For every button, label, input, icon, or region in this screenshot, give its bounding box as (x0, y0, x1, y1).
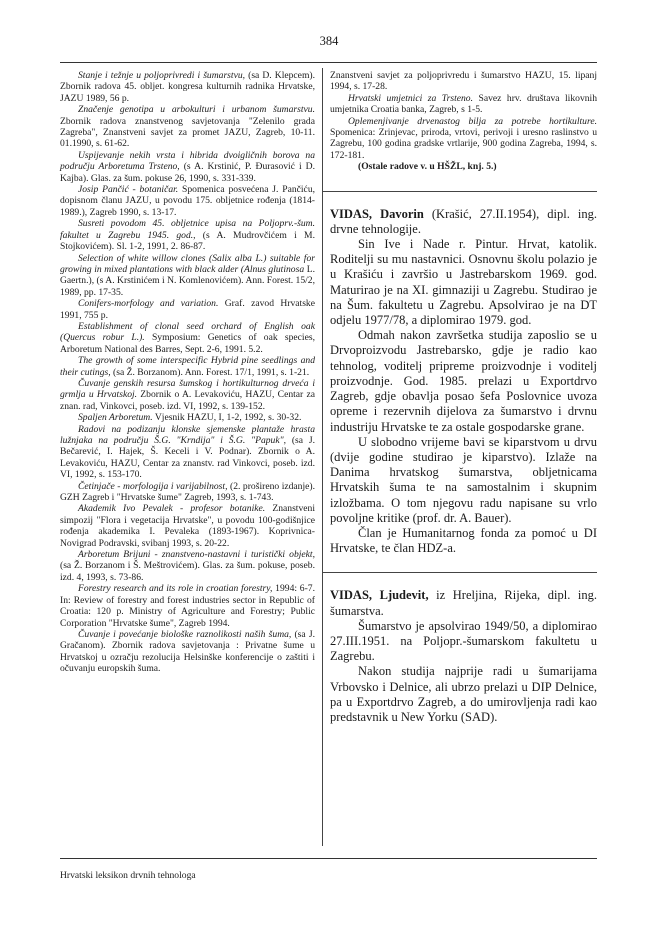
bibliography-entry (60, 549, 315, 583)
biography-paragraph: U slobodno vrijeme bavi se kiparstvom u drvu (dvije godine studirao je kiparstvo). Izlaže na Danima hrvatskog šumarstva, obljetnicama Hrvatskih šuma te na samostalnim i skupnim izložbama. O tom njegovu radu napisane su vrlo povoljne kritike (prof. dr. A. Bauer). (330, 434, 597, 525)
biography-paragraph: Nakon studija najprije radi u šumarijama Vrbovsko i Delnice, ali ubrzo prelazi u DIP Delnice, pa u Exportdrvo Zagreb, a do umirovljenja radi kao predstavnik u New Yorku (SAD). (330, 664, 597, 724)
entry-title: Oplemenjivanje drvenastog bilja za potrebe hortikulture. (348, 115, 597, 127)
entry-title: The growth of some interspecific Hybrid pine seedlings and their cutings, (60, 355, 315, 378)
bibliography-entry (60, 253, 315, 299)
bibliography-entry (60, 503, 315, 549)
entry-title: Establishment of clonal seed orchard of English oak (Quercus robur L.). (60, 320, 315, 344)
entry-title: Susreti povodom 45. obljetnice upisa na Poljoprv.-šum. fakultet u Zagrebu 1945. god., (60, 218, 315, 241)
entry-title: Arboretum Brijuni - znanstveno-nastavni i turistički objekt, (78, 549, 315, 561)
entry-details: (s A. Mudrovčićem i M. Stojkovićem). Sl. 1-2, 1991, 2. 86-87. (60, 229, 315, 253)
entry-title: Radovi na podizanju klonske sjemenske plantaže hrasta lužnjaka na području Š.G. "Krndija" i Š.G. "Papuk", (60, 423, 315, 446)
entry-title: Četinjače - morfologija i varijabilnost, (78, 480, 228, 492)
entry-details: Znanstveni simpozij "Flora i vegetacija Hrvatske", u povodu 100-godišnjice rođenja akademika I. Pevaleka (1893-1967). Koprivnica-Novigrad Podravski, svibanj 1993, s. 20-22. (60, 503, 315, 549)
bibliography-entry (60, 424, 315, 481)
entry-title: Značenje genotipa u arbokulturi i urbanom šumarstvu. (78, 104, 315, 116)
biography-paragraph: Sin Ive i Nade r. Pintur. Hrvat, katolik. Roditelji su mu nastavnici. Osnovnu školu polazio je u Krašiću i završio u Jastrebarskom 1969. god. Maturirao je na XI. gimnaziji u Zagrebu. Studirao je na Šum. fakultetu u Zagrebu. Apsolvirao je na DT odjelu 1977/78, a diplomirao 1979. god. (330, 237, 597, 328)
entry-details: 1994: 6-7. In: Review of forestry and forest industries sector in Republic of Croatia: 120 p. Ministry of Agriculture and Forestry; Public Corporation "Hrvatske šume", Zagreb 1994. (60, 583, 315, 629)
biography-vidas-davorin (330, 207, 597, 557)
column-divider (322, 68, 323, 846)
biography-summary: iz Hreljina, Rijeka, dipl. ing. šumarstva. (330, 588, 597, 618)
bibliography-entry (60, 481, 315, 504)
entry-details: L. Gaertn.), (s A. Krstinićem i N. Komlenovićem). Ann. Forest. 15/2, 1989, pp. 17-35. (60, 263, 315, 298)
entry-title: Josip Pančić - botaničar. (78, 184, 179, 196)
top-rule (60, 62, 597, 63)
footer: Hrvatski leksikon drvnih tehnologa (60, 870, 196, 881)
biography-paragraph: Odmah nakon završetka studija zaposlio se u Drvoproizvodu Jastrebarsko, gdje je radio kao tehnolog, voditelj pripreme proizvodnje i voditelj proizvodnje. God. 1985. prelazi u Exportdrvo Zagreb, gdje obavlja posao šefa Poslovnice uvoza opreme i rezervnih dijelova za šumarstvo i drvnu industriju Hrvatske te za ostale gospodarske grane. (330, 328, 597, 434)
right-column (330, 70, 597, 725)
entry-title: Uspijevanje nekih vrsta i hibrida dvoigličnih borova na području Arboretuma Trsteno, (60, 149, 315, 173)
bibliography-entry (60, 298, 315, 321)
entry-details: Graf. zavod Hrvatske 1991, 755 p. (60, 298, 315, 321)
bottom-rule (60, 858, 597, 859)
entry-title: Forestry research and its role in croatian forestry, (78, 583, 273, 595)
entry-details: (sa Ž. Borzanom i Š. Meštrovićem). Glas. za šum. pokuse, poseb. izd. 4, 1993, s. 73-86. (60, 560, 315, 583)
entry-details: (s A. Krstinić, P. Ðurasović i D. Kajba). Glas. za šum. pokuse 26, 1990, s. 331-339. (60, 161, 315, 184)
bibliography-entry (60, 184, 315, 218)
bibliography-entry (60, 70, 315, 104)
right-entries (330, 70, 597, 161)
bibliography-entry (60, 583, 315, 629)
bibliography-entry (60, 355, 315, 378)
bibliography-entry (60, 629, 315, 675)
entry-title: Spaljen Arboretum. (78, 412, 153, 424)
biography-vidas-ljudevit (330, 588, 597, 725)
bibliography-entry (330, 93, 597, 116)
bibliography-entry (60, 218, 315, 252)
entry-details: (sa J. Gračanom). Zbornik radova savjetovanja : Privatne šume u Hrvatskoj u ozračju rezolucija Helsinške konferencije o zaštiti i očuvanju europskih šuma. (60, 628, 315, 675)
bibliography-entry (60, 412, 315, 423)
entry-details: Symposium: Genetics of oak species, Arboretum National des Barres, Sept. 2-6, 1991. 5.2. (60, 332, 315, 355)
section-separator (322, 191, 597, 193)
bibliography-entry (330, 116, 597, 162)
biography-heading (330, 588, 597, 618)
entry-details: Spomenica posvećena J. Pančiću, dopisnom članu JAZU, u povodu 175. obljetnice rođenja (1814-1989.), Zagreb 1990, s. 13-17. (60, 184, 316, 218)
other-works-note: (Ostale radove v. u HŠŽL, knj. 5.) (358, 161, 497, 173)
person-name: VIDAS, Davorin (330, 206, 424, 221)
entry-details: (sa D. Klepcem). Zbornik radova 45. obljet. kongresa kulturnih radnika Hrvatske, JAZU 1989, 56 p. (60, 70, 315, 104)
entry-details: (sa Ž. Borzanom). Ann. Forest. 17/1, 1991, s. 1-21. (110, 366, 310, 378)
entry-details: Znanstveni savjet za poljoprivredu i šumarstvo HAZU, 15. lipanj 1994, s. 17-28. (330, 70, 597, 93)
entry-details: Zbornik o A. Levakoviću, HAZU, Centar za znan. rad, Vinkovci, poseb. izd. VI, 1992, s. 139-152. (60, 389, 315, 412)
entry-details: (sa J. Bečarević, I. Hajek, Š. Keceli i V. Podnar). Zbornik o A. Levakoviću, HAZU, Centar za znanstv. rad Vinkovci, poseb. izd. VI, 1992, s. 153-170. (60, 435, 315, 481)
entry-title: Stanje i težnje u poljoprivredi i šumarstvu, (78, 70, 246, 81)
entry-title: Selection of white willow clones (Salix alba L.) suitable for growing in mixed plantations with black alder (Alnus glutinosa (60, 252, 315, 275)
entry-details: Vjesnik HAZU, I, 1-2, 1992, s. 30-32. (152, 412, 302, 424)
entry-details: (2. prošireno izdanje). GZH Zagreb i "Hrvatske šume" Zagreb, 1993, s. 1-743. (60, 480, 315, 504)
entry-details: Savez hrv. društava likovnih umjetnika Croatia banka, Zagreb, s 1-5. (330, 92, 598, 116)
section-separator (322, 572, 597, 574)
entry-title: Čuvanje genskih resursa šumskog i hortikulturnog drveća i grmlja u Hrvatskoj. (60, 377, 315, 401)
entry-title: Hrvatski umjetnici za Trsteno. (348, 92, 473, 104)
entry-details: Zbornik radova znanstvenog savjetovanja "Zelenilo grada Zagreba", Znanstveni savjet za promet JAZU, Zagreb, 10-11. 01.1990, s. 61-62. (60, 115, 315, 150)
bibliography-entry (60, 104, 315, 150)
bibliography-entry (330, 70, 597, 93)
biography-heading (330, 207, 597, 237)
entry-title: Čuvanje i povećanje biološke raznolikosti naših šuma, (78, 628, 292, 640)
biography-paragraph: Šumarstvo je apsolvirao 1949/50, a diplomirao 27.III.1951. na Poljopr.-šumarskom fakultetu u Zagrebu. (330, 618, 597, 664)
person-name: VIDAS, Ljudevit, (330, 588, 429, 603)
left-column (60, 70, 315, 675)
bibliography-entry (60, 378, 315, 412)
entry-details: Spomenica: Zrinjevac, priroda, vrtovi, perivoji i uresno raslinstvo u Zagrebu, 100 godina gradske vrtlarije, 900 godina Zagreba, 1994, s. 172-181. (330, 127, 597, 161)
entry-title: Akademik Ivo Pevalek - profesor botanike. (78, 503, 266, 515)
biography-paragraph: Član je Humanitarnog fonda za pomoć u DI Hrvatske, te član HDZ-a. (330, 525, 597, 556)
bibliography-entry (60, 321, 315, 355)
page-number: 384 (319, 34, 339, 48)
biography-summary: (Krašić, 27.II.1954), dipl. ing. drvne tehnologije. (330, 206, 597, 236)
entry-title: Conifers-morfology and variation. (78, 298, 219, 310)
bibliography-entry (60, 150, 315, 184)
